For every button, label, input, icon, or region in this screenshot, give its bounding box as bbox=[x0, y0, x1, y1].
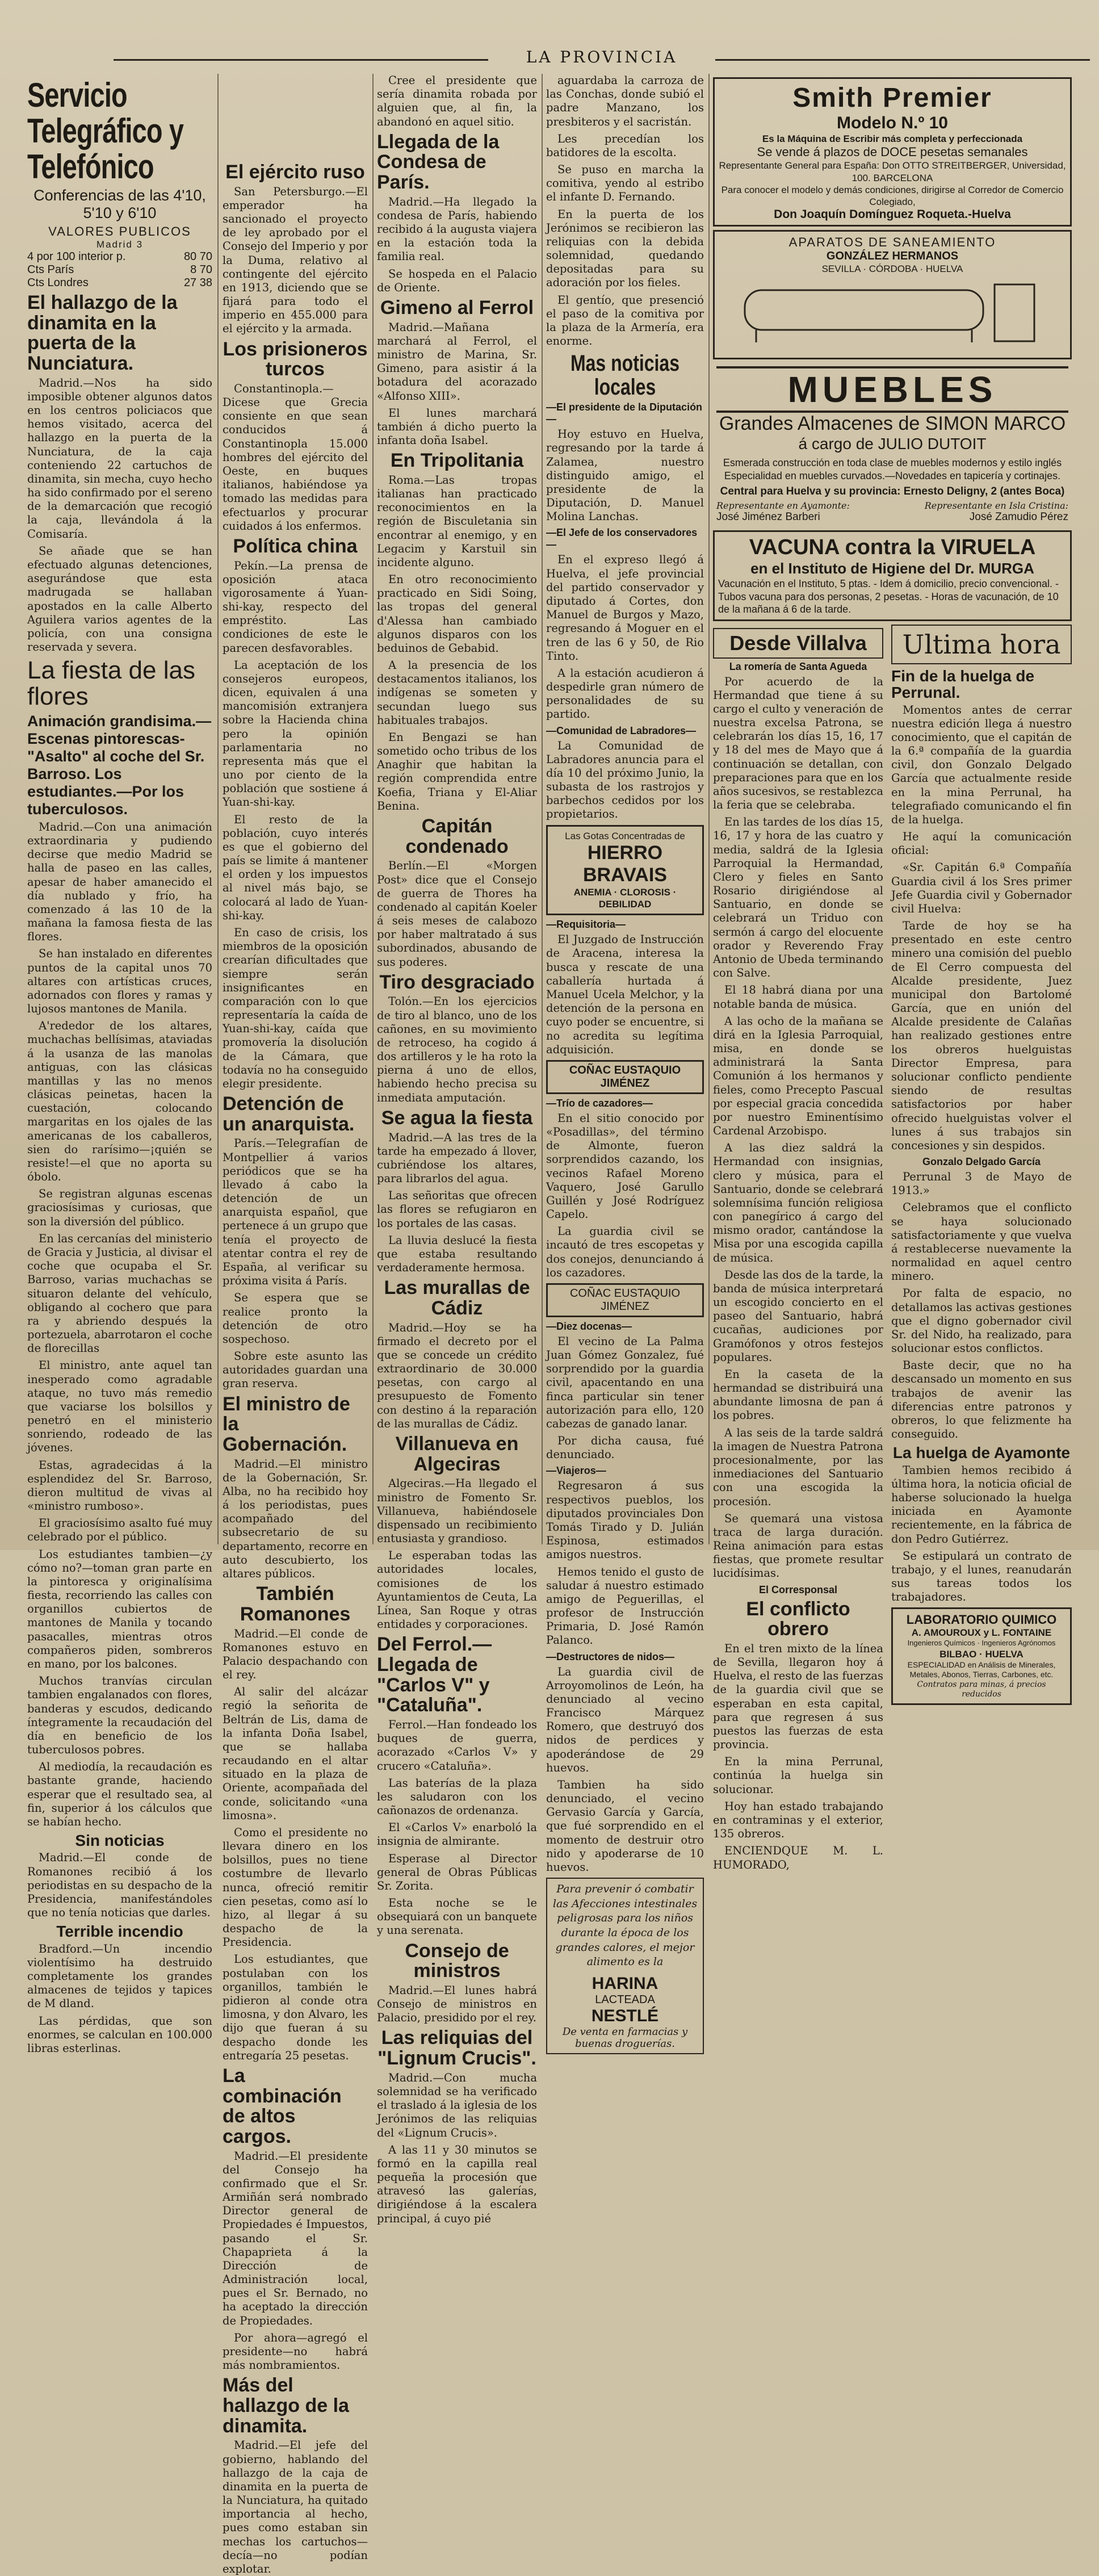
ad-text: Vacunación en el Instituto, 5 ptas. - Idem á domicilio, precio convencional. - Tubos vacuna para dos personas, 2 pesetas. - Horas de vacunación, de 10 de la mañana á 6 de la tarde. bbox=[718, 578, 1059, 615]
masthead-rule-left bbox=[114, 59, 488, 61]
ad-saneamiento bbox=[713, 230, 1072, 359]
article-paragraph: El resto de la población, cuyo interés es que el gobierno del país se limite á mantener el orden y los impuestos al nivel más bajo, se colocará al lado de Yuan-shi-kay. bbox=[223, 812, 368, 922]
ad-rep-label: Representante en Isla Cristina: bbox=[924, 500, 1068, 512]
column-5b bbox=[891, 625, 1072, 1875]
valores-publicos bbox=[27, 224, 212, 290]
article-paragraph: Como el presidente no llevara dinero en los bolsillos, pues no tiene costumbre de llevarlo nunca, ofreció remitir cien pesetas, como así lo hizo, al llegar á su despacho de la Presidencia. bbox=[223, 1825, 368, 1949]
ad-conac: COÑAC EUSTAQUIO JIMÉNEZ bbox=[546, 1060, 704, 1094]
ad-footer: Contratos para minas, á precios reducidos bbox=[917, 1679, 1046, 1699]
article-paragraph: Ferrol.—Han fondeado los buques de guerra, acorazado «Carlos V» y crucero «Cataluña». bbox=[377, 1718, 537, 1773]
article-paragraph: La lluvia deslucé la fiesta que estaba resultando verdaderamente hermosa. bbox=[377, 1233, 537, 1275]
article-paragraph: Madrid.—Hoy se ha firmado el decreto por el que se concede un crédito extraordinario de 30.000 pesetas, con cargo al presupuesto de Fomento con destino á la reparación de las murallas de Cádiz. bbox=[377, 1321, 537, 1430]
column-2 bbox=[223, 74, 368, 2575]
article-paragraph: Bradford.—Un incendio violentísimo ha destruido completamente los grandes almacenes de tejidos y tapices de M dland. bbox=[27, 1942, 212, 2010]
article-paragraph: En otro reconocimiento practicado en Sidi Soing, las tropas del general d'Alessa han cambiado algunos disparos con los beduinos de Gebabid. bbox=[377, 573, 537, 655]
ad-rep-name: José Zamudio Pérez bbox=[969, 511, 1068, 523]
ad-vacuna bbox=[713, 530, 1072, 621]
article-paragraph: Los estudiantes, que postulaban con los organillos, también le pidieron al conde otra limosna, y don Alvaro, les dijo que fueran á su despacho donde les entregaría 25 pesetas. bbox=[223, 1953, 368, 2062]
article-paragraph: aguardaba la carroza de las Conchas, donde subió el padre Manzano, los presbiteros y el sacristán. bbox=[546, 74, 704, 128]
ad-text: ESPECIALIDAD en Análisis de Minerales, Metales, Abonos, Tierras, Carbones, etc. bbox=[907, 1660, 1056, 1679]
valores-label: Cts Londres bbox=[27, 277, 89, 289]
column-3 bbox=[377, 74, 537, 2225]
headline: Ultima hora bbox=[891, 625, 1072, 664]
headline: Más del hallazgo de la dinamita. bbox=[223, 2374, 349, 2437]
article-paragraph: Muchos tranvías circulan tambien engalanados con flores, banderas y escudos, dedicando íntegramente la recaudación del día en beneficio de los tuberculosos pobres. bbox=[27, 1674, 212, 1757]
article-paragraph: Madrid.—A las tres de la tarde ha empezado á llover, cubriéndose los altares, para librarlos del agua. bbox=[377, 1130, 537, 1186]
article-paragraph: París.—Telegrafían de Montpellier á varios periódicos que se ha llevado á cabo la detención de un anarquista español, que pertenece á un grupo que tenía el proyecto de atentar contra el rey de España, al verificar su próxima visita á París. bbox=[223, 1137, 368, 1288]
article-paragraph: Madrid.—El presidente del Consejo ha confirmado que el Sr. Armiñán será nombrado Director general de Propiedades é Impuestos, pasando el Sr. Chapaprieta á la Dirección de Administración local, pues el Sr. Bernado, no ha aceptado la dirección de Propiedades. bbox=[223, 2149, 368, 2327]
article-paragraph: Por ahora—agregó el presidente—no habrá más nombramientos. bbox=[223, 2331, 368, 2372]
article-paragraph: «Sr. Capitán 6.ª Compañía Guardia civil á los Sres primer Jefe Guardia civil y Gobernador civil Huelva: bbox=[891, 861, 1072, 915]
headline-sub: Animación grandisima.—Escenas pintorescas-"Asalto" al coche del Sr. Barroso. Los estudiantes.—Por los tuberculosos. bbox=[27, 712, 212, 818]
headline: El conflicto obrero bbox=[746, 1598, 850, 1640]
article-paragraph: Estas, agradecidas á la esplendidez del Sr. Barroso, dieron multitud de vivas al «ministro rumboso». bbox=[27, 1458, 212, 1513]
article-paragraph: El 18 habrá diana por una notable banda de música. bbox=[713, 983, 883, 1011]
ad-footer: De venta en farmacias y buenas droguerías. bbox=[562, 2025, 688, 2050]
subsection-title: —Comunidad de Labradores— bbox=[546, 724, 697, 736]
article-paragraph: Madrid.—Nos ha sido imposible obtener algunos datos en los centros policiacos que hemos visitado, acerca del hallazgo en la puerta de la Nunciatura, de la caja conteniendo 22 cartuchos de dinamita, sin mecha, cuyo hecho ha sido confirmado por el sereno de la demarcación que recogió la caja, llevándola á la Comisaría. bbox=[27, 376, 212, 541]
article-paragraph: Esta noche se le obsequiará con un banquete y una serenata. bbox=[377, 1896, 537, 1937]
headline: Mas noticias locales bbox=[570, 351, 680, 400]
ad-cities: SEVILLA · CÓRDOBA · HUELVA bbox=[821, 263, 963, 275]
column-5a bbox=[713, 625, 883, 1875]
headline: La huelga de Ayamonte bbox=[892, 1444, 1071, 1462]
article-paragraph: El Juzgado de Instrucción de Aracena, interesa la busca y rescate de una caballería hurtada á Manuel Ucela Melchor, y la detención de la persona en cuyo poder se encuentre, si no acredita su legítima adquisición. bbox=[546, 933, 704, 1056]
article-paragraph: La aceptación de los consejeros europeos, dicen, equivalen á una mancomisión extranjera sobre la Hacienda china pero la opinión parlamentaria no representa más que el uno por ciento de la población que sostiene á Yuan-shi-kay. bbox=[223, 658, 368, 809]
ad-reps bbox=[716, 500, 1068, 511]
article-paragraph: Momentos antes de cerrar nuestra edición llega á nuestro conocimiento, que el capitán de la 6.ª compañía de la guardia civil, don Gonzalo Delgado García que actualmente reside en la mina Perrunal, ha telegrafiado comunicando el fin de la huelga. bbox=[891, 703, 1072, 826]
article-paragraph: Madrid.—El conde de Romanones estuvo en Palacio despachando con el rey. bbox=[223, 1627, 368, 1682]
subsection-title: —El presidente de la Diputación— bbox=[546, 401, 703, 425]
article-paragraph: Desde las dos de la tarde, la banda de música interpretará un escogido concierto en el paseo del Santuario, habrá cucañas, audiciones por Gramófonos y otros festejos populares. bbox=[713, 1268, 883, 1364]
article-paragraph: Tarde de hoy se ha presentado en este centro minero una comisión del pueblo de El Cerro compuesta del Alcalde presidente, Juez municipal don Bartolomé García, que en unión del Alcalde presidente de Calañas han realizado gestiones entre los obreros huelguistas Director Empresa, para solucionar conflicto pendiente siendo de resultas satisfactorios por haber ofrecido huelguistas volver el lunes á sus trabajos sin concesiones y sin despidos. bbox=[891, 919, 1072, 1152]
signature: Gonzalo Delgado García bbox=[922, 1156, 1041, 1168]
article-paragraph: Las pérdidas, que son enormes, se calculan en 100.000 libras esterlinas. bbox=[27, 2014, 212, 2055]
column-rule bbox=[372, 74, 374, 1544]
article-paragraph: Madrid.—El lunes habrá Consejo de ministros en Palacio, presidido por el rey. bbox=[377, 1983, 537, 2025]
article-paragraph: La guardia civil se incautó de tres escopetas y dos conejos, denunciando á los cazadores. bbox=[546, 1225, 704, 1279]
ad-title: APARATOS DE SANEAMIENTO bbox=[788, 235, 996, 250]
article-paragraph: Tambien hemos recibido á última hora, la noticia oficial de haberse solucionado la huelga iniciada en Ayamonte recientemente, en la fábrica de don Pedro Gutiérrez. bbox=[891, 1463, 1072, 1545]
ad-brand: NESTLÉ bbox=[591, 2006, 659, 2025]
article-paragraph: En el tren mixto de la línea de Sevilla, llegaron hoy á Huelva, el resto de las fuerzas de la guardia civil que se esperaban en esta capital, para que regresen á sus puestos las fuerzas de esta provincia. bbox=[713, 1641, 883, 1752]
column-1 bbox=[27, 74, 212, 2055]
article-paragraph: La Comunidad de Labradores anuncia para el día 10 del próximo Junio, la subasta de los rastrojos y barbechos cedidos por los propietarios. bbox=[546, 739, 704, 821]
ad-rep-label: Representante en Ayamonte: bbox=[716, 500, 850, 512]
ad-text: Esmerada construcción en toda clase de muebles modernos y estilo inglés Especialidad en muebles curvados.—Novedades en tapicería y cortinajes. bbox=[723, 457, 1062, 481]
headline: La combinación de altos cargos. bbox=[223, 2064, 342, 2147]
article-paragraph: Se espera que se realice pronto la detención de otro sospechoso. bbox=[223, 1291, 368, 1346]
headline: El ministro de la Gobernación. bbox=[223, 1393, 350, 1455]
article-paragraph: Los estudiantes tambien—¿y cómo no?—toman gran parte en la pintoresca y originalísima fiesta, recorriendo las calles con organillos cubiertos de mantones de Manila y tocando pasacalles, mientras otros compañeros piden, sombreros en mano, por los balcones. bbox=[27, 1547, 212, 1670]
article-paragraph: En la caseta de la hermandad se distribuirá una abundante limosna de pan á los pobres. bbox=[713, 1367, 883, 1422]
article-paragraph: Hoy han estado trabajando en contraminas y el exterior, 135 obreros. bbox=[713, 1799, 883, 1841]
column-rule bbox=[542, 74, 543, 1544]
ad-hierro-bravais bbox=[546, 825, 704, 916]
article-paragraph: A la presencia de los destacamentos italianos, los indígenas se someten y secundan luego sus habituales trabajos. bbox=[377, 659, 537, 727]
valores-row bbox=[27, 263, 212, 277]
article-paragraph: Se añade que se han efectuado algunas detenciones, asegurándose que esta madrugada se hallaban apostados en la calle Alberto Aguilera varios agentes de la policía, con una consigna reservada y severa. bbox=[27, 544, 212, 654]
article-paragraph: Hemos tenido el gusto de saludar á nuestro estimado amigo de Peguerillas, el profesor de Instrucción Primaria, D. José Ramón Palanco. bbox=[546, 1565, 704, 1647]
headline: Del Ferrol.—Llegada de "Carlos V" y "Cataluña". bbox=[377, 1633, 492, 1716]
ad-sub: Grandes Almacenes de SIMON MARCO bbox=[719, 413, 1066, 435]
valores-label: Cts París bbox=[27, 263, 74, 276]
bathtub-icon bbox=[733, 279, 1051, 347]
ad-text: Para prevenir ó combatir las Afecciones intestinales peligrosas para los niños durante la época de los grandes calores, el mejor alimento es la bbox=[552, 1883, 698, 1968]
article-paragraph: Roma.—Las tropas italianas han practicado reconocimientos en la región de Bisculetania sin encontrar al enemigo, y en Legacim y Karstuil sin incidente alguno. bbox=[377, 473, 537, 569]
article-paragraph: En las tardes de los días 15, 16, 17 y hora de las cuatro y media, saldrá de la Iglesia Parroquial la Hermandad, Clero y fieles en Santo Rosario dirigiéndose al Santuario, en donde se celebrará un Triduo con sermón á cargo del elocuente orador y Reverendo Fray Antonio de Ubeda terminando con Salve. bbox=[713, 815, 883, 980]
headline: El ejército ruso bbox=[225, 161, 365, 183]
column-rule bbox=[708, 74, 710, 1544]
article-paragraph: En el sitio conocido por «Posadillas», del término de Almonte, fueron sorprendidos cazando, los vecinos Rafael Moreno Vaquero, José Garullo Guillén y José Rodríguez Capelo. bbox=[546, 1111, 704, 1221]
article-paragraph: He aquí la comunicación oficial: bbox=[891, 830, 1072, 857]
article-paragraph: Madrid.—Mañana marchará al Ferrol, el ministro de Marina, Sr. Gimeno, para asistir á la botadura del acorazado «Alfonso XIII». bbox=[377, 320, 537, 403]
ad-rep-name: José Jiménez Barberi bbox=[716, 511, 820, 523]
section-subtitle: Conferencias de las 4'10, 5'10 y 6'10 bbox=[33, 187, 206, 221]
valores-title: VALORES PUBLICOS bbox=[48, 224, 191, 238]
ad-line: Representante General para España: Don OTTO STREITBERGER, Universidad, 100. BARCELONA bbox=[719, 160, 1066, 183]
ad-laboratorio bbox=[891, 1607, 1072, 1705]
article-paragraph: Al salir del alcázar regió la señorita de Beltrán de Lis, dama de la infanta Doña Isabel, que se hallaba recaudando en el altar situado en la plaza de Oriente, acompañada del conde, solicitando «una limosna». bbox=[223, 1685, 368, 1822]
ad-nestle bbox=[546, 1878, 704, 2054]
bottom-columns bbox=[713, 625, 1072, 1875]
article-paragraph: El vecino de La Palma Juan Gómez Gonzalez, fué sorprendido por la guardia civil, apacentando en una finca particular sin tener autorización para ello, 120 cabezas de ganado lanar. bbox=[546, 1334, 704, 1430]
ad-reps bbox=[716, 511, 1068, 523]
article-paragraph: Tolón.—En los ejercicios de tiro al blanco, uno de los cañones, en su movimiento de retroceso, ha cogido á dos artilleros y le ha roto la pierna á uno de ellos, habiendo hecho precisa su inmediata amputación. bbox=[377, 995, 537, 1104]
headline: El hallazgo de la dinamita en la puerta de la Nunciatura. bbox=[27, 292, 178, 375]
ad-tagline: ANEMIA · CLOROSIS · DEBILIDAD bbox=[573, 886, 677, 910]
article-paragraph: Constantinopla.—Dicese que Grecia consiente en que sean conducidos á Constantinopla 15.000 hombres del ejército del Oeste, en buques italianos, habiéndose ya tomado las medidas para efectuarlos y procurar cuidados á los enfermos. bbox=[223, 382, 368, 533]
article-paragraph: Celebramos que el conflicto se haya solucionado satisfactoriamente y que vuelva á restablecerse nuevamente la normalidad en aquel centro minero. bbox=[891, 1201, 1072, 1283]
headline: Las reliquias del "Lignum Crucis". bbox=[377, 2027, 536, 2070]
valores-row bbox=[27, 277, 212, 290]
ad-brand: LACTEADA bbox=[595, 1993, 655, 2006]
headline: Capitán condenado bbox=[405, 815, 509, 857]
article-paragraph: Hoy estuvo en Huelva, regresando por la tarde á Zalamea, nuestro distinguido amigo, el presidente de la Diputación, D. Manuel Molina Lanchas. bbox=[546, 428, 704, 523]
signature: El Corresponsal bbox=[758, 1584, 838, 1595]
ad-line: Para conocer el modelo y demás condiciones, dirigirse al Corredor de Comercio Colegiado, bbox=[721, 184, 1064, 207]
ad-model: Modelo N.º 10 bbox=[837, 114, 948, 132]
article-paragraph: En el expreso llegó á Huelva, el jefe provincial del partido conservador y diputado á Cortes, don Manuel de Burgos y Mazo, regresando á Moguer en el tren de las 6 y 50, de Rio Tinto. bbox=[546, 553, 704, 663]
article-paragraph: A'rededor de los altares, muchachas bellísimas, ataviadas á la usanza de las manolas antiguas, con las clásicas mantillas y las no menos clásicas peinetas, hacen la cuestación, colocando margaritas en los ojales de las americanas de los caballeros, sien do rarísimo—¡quién se resiste!—el que no aporta su óbolo. bbox=[27, 1019, 212, 1184]
article-paragraph: Les precedían los batidores de la escolta. bbox=[546, 132, 704, 159]
subsection-title: —Viajeros— bbox=[546, 1465, 606, 1477]
ad-brand: HIERRO BRAVAIS bbox=[583, 841, 667, 886]
article-paragraph: Madrid.—Con mucha solemnidad se ha verificado el traslado á la iglesia de los Jerónimos de las reliquias del «Lignum Crucis». bbox=[377, 2071, 537, 2139]
article-paragraph: En la puerta de los Jerónimos se recibieron las reliquias con la debida solemnidad, quedando depositadas para su adoración por los fieles. bbox=[546, 207, 704, 290]
headline: Gimeno al Ferrol bbox=[380, 296, 534, 319]
ad-cities: BILBAO · HUELVA bbox=[939, 1648, 1024, 1660]
article-paragraph: Se hospeda en el Palacio de Oriente. bbox=[377, 267, 537, 294]
article-paragraph: Las baterías de la plaza les saludaron con los cañonazos de ordenanza. bbox=[377, 1776, 537, 1817]
ad-sub: Ingenieros Químicos · Ingenieros Agrónomos bbox=[907, 1639, 1056, 1648]
valores-label: 4 por 100 interior p. bbox=[27, 250, 126, 263]
ad-text: Central para Huelva y su provincia: Ernesto Deligny, 2 (antes Boca) bbox=[720, 485, 1065, 498]
headline: Sin noticias bbox=[75, 1832, 165, 1850]
headline: Llegada de la Condesa de París. bbox=[377, 131, 500, 194]
headline: Los prisioneros turcos bbox=[223, 338, 368, 380]
headline: Las murallas de Cádiz bbox=[384, 1277, 530, 1319]
article-paragraph: Berlín.—El «Morgen Post» dice que el Consejo de guerra de Thores ha condenado al capitán Koeler á seis meses de calabozo por haber maltratado á sus subordinados, abusando de sus poderes. bbox=[377, 859, 537, 969]
article-paragraph: A la estación acudieron á despedirle gran número de personalidades de su partido. bbox=[546, 666, 704, 721]
subsection-title: La romería de Santa Agueda bbox=[729, 660, 867, 672]
article-paragraph: A las 11 y 30 minutos se formó en la capilla real pequeña la procesión que atravesó las galerías, dirigiéndose á la escalera principal, á cuyo pié bbox=[377, 2143, 537, 2225]
headline: Detención de un anarquista. bbox=[223, 1093, 355, 1135]
subsection-title: —Destructores de nidos— bbox=[546, 1651, 675, 1662]
article-paragraph: Tambien ha sido denunciado, el vecino Gervasio García y García, que fué sorprendido en el momento de destruir otro nido y apoderarse de 10 huevos. bbox=[546, 1778, 704, 1874]
article-paragraph: A las diez saldrá la Hermandad con insignias, clero y música, para el Santuario, donde se celebrará solemnísima función religiosa con panegírico á cargo del mismo orador, cantándose la Misa por una escogida capilla de música. bbox=[713, 1141, 883, 1264]
article-paragraph: En las cercanías del ministerio de Gracia y Justicia, al divisar el coche que ocupaba el Sr. Barroso, varias muchachas se situaron delante del vehículo, obligando al cochero que para ra y abriendo después la portezuela, abarrotaron el coche de florecillas bbox=[27, 1232, 212, 1355]
article-paragraph: Esperase al Director general de Obras Públicas Sr. Zorita. bbox=[377, 1852, 537, 1892]
headline: Terrible incendio bbox=[56, 1922, 183, 1941]
ad-title: MUEBLES bbox=[716, 366, 1068, 413]
article-paragraph: A las ocho de la mañana se dirá en la Iglesia Parroquial, misa, en donde se administrará la Santa Comunión á los hermanos y fieles, como Precepto Pascual por especial gracia concedida por nuestro Eminentísimo Cardenal Arzobispo. bbox=[713, 1014, 883, 1138]
ad-cargo: á cargo de JULIO DUTOIT bbox=[798, 435, 987, 453]
ad-small-text: Las Gotas Concentradas de bbox=[565, 830, 685, 841]
article-paragraph: Algeciras.—Ha llegado el ministro de Fomento Sr. Villanueva, habiéndosele dispensado un recibimiento entusiasta y grandioso. bbox=[377, 1477, 537, 1545]
article-paragraph: Baste decir, que no ha descansado un momento en sus trabajos de avenir las diferencias entre patronos y obreros, lo que felizmente ha conseguido. bbox=[891, 1359, 1072, 1441]
article-paragraph: Le esperaban todas las autoridades locales, comisiones de los Ayuntamientos de Ceuta, La Línea, San Roque y otras entidades y corporaciones. bbox=[377, 1549, 537, 1631]
ad-line: Se vende á plazos de DOCE pesetas semanales bbox=[757, 145, 1028, 160]
valores-place: Madrid 3 bbox=[96, 239, 144, 250]
article-paragraph: El ministro, ante aquel tan inesperado como agradable ataque, no tuvo más remedio que vaciarse los bolsillos y penetró en el ministerio sonriendo, rodeado de las jóvenes. bbox=[27, 1359, 212, 1455]
article-paragraph: En Bengazi se han sometido ocho tribus de los Anaghir que habitan la región comprendida entre Koefia, Triana y El-Aliar Benina. bbox=[377, 730, 537, 812]
article-paragraph: Por dicha causa, fué denunciado. bbox=[546, 1434, 704, 1461]
article-paragraph: Madrid.—Ha llegado la condesa de París, habiendo recibido á la augusta viajera en la estación toda la familia real. bbox=[377, 195, 537, 263]
ad-title: LABORATORIO QUIMICO bbox=[906, 1612, 1057, 1627]
article-paragraph: El «Carlos V» enarboló la insignia de almirante. bbox=[377, 1821, 537, 1848]
ad-line: Es la Máquina de Escribir más completa y perfeccionada bbox=[762, 133, 1023, 144]
valores-value: 8 70 bbox=[190, 263, 212, 276]
valores-row bbox=[27, 250, 212, 263]
article-paragraph: Se han instalado en diferentes puntos de la capital unos 70 altares con artísticas cruces, adornados con flores y ramas y lujosos mantones de Manila. bbox=[27, 947, 212, 1016]
article-paragraph: Cree el presidente que sería dinamita robada por alguien que, al fin, la abandonó en aquel sitio. bbox=[377, 74, 537, 128]
article-paragraph: Madrid.—El conde de Romanones recibió á los periodistas en su despacho de la Presidencia, manifestándoles que no tenía noticias que darles. bbox=[27, 1851, 212, 1920]
article-paragraph: El graciosísimo asalto fué muy celebrado por el público. bbox=[27, 1517, 212, 1544]
article-paragraph: Sobre este asunto las autoridades guardan una gran reserva. bbox=[223, 1350, 368, 1390]
column-rule bbox=[217, 74, 219, 1544]
headline: Política china bbox=[233, 535, 358, 557]
subsection-title: —Requisitoria— bbox=[546, 919, 626, 931]
article-paragraph: San Petersburgo.—El emperador ha sancionado el proyecto de ley aprobado por el Consejo del Imperio y por la Duma, relativo al contingente del ejército en 1913, diciendo que se fijará para todo el imperio en 455.000 para el ejército y la armada. bbox=[223, 185, 368, 336]
article-paragraph: Por acuerdo de la Hermandad que tiene á su cargo el culto y veneración de nuestra excelsa Patrona, se celebrarán los días 15, 16, 17 y 18 del mes de Mayo que á continuación se detallan, con preparaciones para que en los años sucesivos, se restablezca la feria que se celebraba. bbox=[713, 675, 883, 812]
headline-sub: Fin de la huelga de Perrunal. bbox=[891, 667, 1035, 702]
article-paragraph: El lunes marchará también á dicho puerto la infanta doña Isabel. bbox=[377, 406, 537, 447]
column-5 bbox=[713, 74, 1072, 1871]
ad-title: VACUNA contra la VIRUELA bbox=[749, 535, 1036, 560]
article-paragraph: La guardia civil de Arroyomolinos de León, ha denunciado al vecino Francisco Márquez Romero, que destruyó dos nidos de perdices y apoderándose de 29 huevos. bbox=[546, 1665, 704, 1774]
headline: Se agua la fiesta bbox=[381, 1107, 533, 1129]
masthead-rule-right bbox=[715, 59, 1090, 61]
article-paragraph: En caso de crisis, los miembros de la oposición crearían dificultades que siempre serán insignificantes en comparación con lo que representaría la caída de Yuan-shi-kay, caída que promovería la disolución de la Cámara, que todavía no ha conseguido elegir presidente. bbox=[223, 926, 368, 1090]
ad-title: Smith Premier bbox=[792, 83, 992, 113]
article-paragraph: A las seis de la tarde saldrá la imagen de Nuestra Patrona procesionalmente, por las inmediaciones del Santuario con una escogida la procesión. bbox=[713, 1426, 883, 1508]
headline: En Tripolitania bbox=[390, 450, 524, 472]
headline: Villanueva en Algeciras bbox=[395, 1432, 519, 1475]
ad-conac: COÑAC EUSTAQUIO JIMÉNEZ bbox=[546, 1283, 704, 1317]
ad-names: A. AMOUROUX y L. FONTAINE bbox=[911, 1627, 1052, 1639]
ad-company: GONZÁLEZ HERMANOS bbox=[826, 250, 959, 263]
ad-sub: en el Instituto de Higiene del Dr. MURGA bbox=[750, 560, 1034, 577]
article-paragraph: El gentío, que presenció el paso de la comitiva por la plaza de la Armería, era enorme. bbox=[546, 293, 704, 348]
article-paragraph: Perrunal 3 de Mayo de 1913.» bbox=[891, 1170, 1072, 1197]
article-paragraph: Se registran algunas escenas graciosísimas y curiosas, que son la diversión del público. bbox=[27, 1187, 212, 1228]
headline: La fiesta de las flores bbox=[27, 656, 195, 711]
article-paragraph: Se estipulará un contrato de trabajo, y el lunes, reanudarán sus tareas todos los trabajadores. bbox=[891, 1549, 1072, 1604]
article-paragraph: Por falta de espacio, no detallamos las activas gestiones que el digno gobernador civil Sr. del Nido, ha realizado, para solucionar estos conflictos. bbox=[891, 1287, 1072, 1355]
article-paragraph: Al mediodía, la recaudación es bastante grande, haciendo esperar que el resultado sea, al fin, superior á los cálculos que se habían hecho. bbox=[27, 1760, 212, 1828]
article-paragraph: Madrid.—El ministro de la Gobernación, Sr. Alba, no ha recibido hoy á los periodistas, pues acompañado del subsecretario de su departamento, recorre en auto descubierto, los altares públicos. bbox=[223, 1457, 368, 1580]
headline: También Romanones bbox=[240, 1583, 351, 1625]
section-title: Servicio Telegráfico y Telefónico bbox=[27, 76, 184, 186]
ad-muebles bbox=[713, 363, 1072, 527]
article-paragraph: En la mina Perrunal, continúa la huelga sin solucionar. bbox=[713, 1755, 883, 1796]
headline: Consejo de ministros bbox=[405, 1940, 509, 1982]
article-paragraph: Regresaron á sus respectivos pueblos, los diputados provinciales Don Tomás Tirado y D. Julián Espinosa, estimados amigos nuestros. bbox=[546, 1479, 704, 1561]
article-paragraph: Madrid.—El jefe del gobierno, hablando del hallazgo de la caja de dinamita en la puerta de la Nunciatura, ha quitado importancia al hecho, pues como estaban sin mechas los cartuchos—decía—no podían explotar. bbox=[223, 2439, 368, 2575]
valores-value: 80 70 bbox=[183, 250, 212, 263]
masthead-title: LA PROVINCIA bbox=[526, 48, 678, 66]
masthead bbox=[114, 48, 1090, 70]
headline: Desde Villalva bbox=[713, 628, 883, 659]
article-paragraph: Pekín.—La prensa de oposición ataca vigorosamente á Yuan-shi-kay, respecto del empréstito. Las condiciones de este le parecen desfavorables. bbox=[223, 559, 368, 655]
article-paragraph: Las señoritas que ofrecen las flores se refugiaron en los portales de las casas. bbox=[377, 1189, 537, 1230]
article-paragraph: Madrid.—Con una animación extraordinaria y pudiendo decirse que medio Madrid se halla de paseo en las calles, apesar de haber amanecido el día nublado y frío, ha comenzado á las 10 de la mañana la famosa fiesta de las flores. bbox=[27, 820, 212, 944]
valores-value: 27 38 bbox=[183, 277, 212, 289]
article-paragraph: Se quemará una vistosa traca de larga duración. Reina animación para estas fiestas, que promete resultar lucidísimas. bbox=[713, 1511, 883, 1580]
ad-smith-premier bbox=[713, 77, 1072, 227]
column-4 bbox=[546, 74, 704, 2050]
subsection-title: —Diez docenas— bbox=[546, 1320, 632, 1332]
subsection-title: —Trío de cazadores— bbox=[546, 1097, 653, 1109]
ad-brand: HARINA bbox=[592, 1974, 658, 1993]
article-paragraph: Se puso en marcha la comitiva, yendo al estribo el infante D. Fernando. bbox=[546, 163, 704, 204]
ad-line: Don Joaquín Domínguez Roqueta.-Huelva bbox=[774, 208, 1011, 221]
article-paragraph: ENCIENDQUE M. L. HUMORADO, bbox=[713, 1844, 883, 1871]
subsection-title: —El Jefe de los conservadores— bbox=[546, 527, 698, 551]
headline: Tiro desgraciado bbox=[379, 971, 535, 993]
